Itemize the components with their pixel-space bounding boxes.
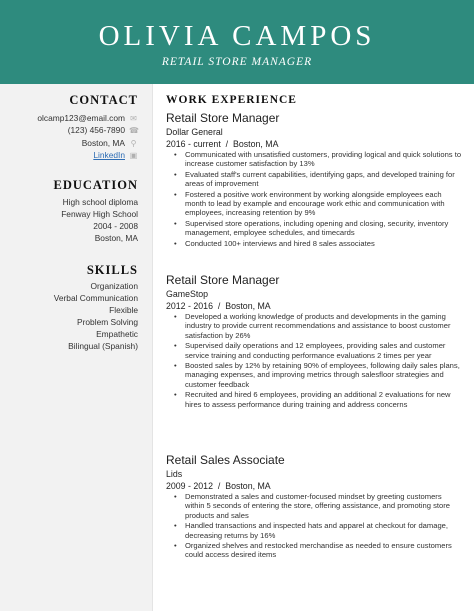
linkedin-icon: ▣ bbox=[129, 150, 138, 160]
header-band bbox=[0, 0, 474, 84]
job-dates: 2012 - 2016 bbox=[166, 301, 213, 311]
email-text: olcamp123@email.com bbox=[37, 113, 125, 123]
skills-heading: SKILLS bbox=[86, 263, 138, 277]
education-heading: EDUCATION bbox=[53, 178, 138, 192]
list-item: • Recruited and hired 6 employees, providing an additional 2 evaluations for new hires to assess performance during training and address concerns bbox=[166, 390, 462, 409]
job-title: Retail Store Manager bbox=[166, 273, 280, 287]
job-meta: 2016 - current / Boston, MA bbox=[166, 139, 279, 149]
list-item: • Handled transactions and inspected hats and apparel at checkout for damage, decreasing returns by 16% bbox=[166, 521, 462, 540]
list-item: • Conducted 100+ interviews and hired 8 sales associates bbox=[166, 239, 462, 248]
map-pin-icon: ⚲ bbox=[130, 138, 137, 148]
linkedin-link[interactable]: LinkedIn bbox=[93, 150, 125, 160]
list-item: • Supervised store operations, including opening and closing, security, inventory management, employee schedules, and timecards bbox=[166, 219, 462, 238]
work-experience-heading: WORK EXPERIENCE bbox=[166, 94, 297, 106]
envelope-icon: ✉ bbox=[130, 113, 137, 123]
skill-item: Organization bbox=[90, 281, 138, 291]
contact-linkedin[interactable] bbox=[93, 149, 138, 162]
job-dates: 2009 - 2012 bbox=[166, 481, 213, 491]
phone-icon: ☎ bbox=[129, 125, 139, 135]
job-meta: 2009 - 2012 / Boston, MA bbox=[166, 481, 271, 491]
job-company: Dollar General bbox=[166, 127, 223, 137]
list-item: • Demonstrated a sales and customer-focused mindset by greeting customers within 5 seconds of entering the store, offering assistance, and promoting store products and sales bbox=[166, 492, 462, 520]
job-entry bbox=[166, 453, 462, 561]
phone-text: (123) 456-7890 bbox=[67, 125, 125, 135]
list-item: • Communicated with unsatisfied customers, providing logical and quick solutions to increase customer satisfaction by 13% bbox=[166, 150, 462, 169]
job-bullets bbox=[166, 492, 462, 560]
candidate-name: OLIVIA CAMPOS bbox=[98, 20, 376, 52]
list-item: • Developed a working knowledge of products and developments in the gaming industry to provide current recommendations and assistance to boost customer satisfaction by 26% bbox=[166, 312, 462, 340]
list-item: • Fostered a positive work environment by working alongside employees each month to lead by example and encourage work ethic and communication with employees, increasing retention by 9% bbox=[166, 190, 462, 218]
list-item: • Supervised daily operations and 12 employees, providing sales and customer service training and conducting performance evaluations 2 times per year bbox=[166, 341, 462, 360]
job-company: GameStop bbox=[166, 289, 209, 299]
job-location: Boston, MA bbox=[225, 301, 271, 311]
skill-item: Problem Solving bbox=[77, 317, 138, 327]
job-bullets bbox=[166, 150, 462, 248]
skill-item: Empathetic bbox=[96, 329, 138, 339]
list-item: • Evaluated staff's current capabilities, identifying gaps, and developed training for areas of improvement bbox=[166, 170, 462, 189]
skill-item: Bilingual (Spanish) bbox=[68, 341, 138, 351]
contact-phone bbox=[68, 124, 138, 137]
job-location: Boston, MA bbox=[225, 481, 271, 491]
job-meta: 2012 - 2016 / Boston, MA bbox=[166, 301, 271, 311]
job-dates: 2016 - current bbox=[166, 139, 221, 149]
list-item: • Boosted sales by 12% by retaining 90% of employees, following daily sales plans, managing expenses, and improving metrics through salesfloor strategies and customer feedback bbox=[166, 361, 462, 389]
education-location: Boston, MA bbox=[94, 233, 138, 243]
candidate-role: RETAIL STORE MANAGER bbox=[161, 56, 313, 68]
location-text: Boston, MA bbox=[81, 138, 125, 148]
education-degree: High school diploma bbox=[62, 197, 138, 207]
education-school: Fenway High School bbox=[61, 209, 138, 219]
skill-item: Verbal Communication bbox=[53, 293, 138, 303]
list-item: • Organized shelves and restocked merchandise as needed to ensure customers could access desired items bbox=[166, 541, 462, 560]
contact-heading: CONTACT bbox=[69, 93, 138, 107]
skill-item: Flexible bbox=[109, 305, 138, 315]
job-company: Lids bbox=[166, 469, 183, 479]
job-entry bbox=[166, 111, 462, 249]
education-years: 2004 - 2008 bbox=[93, 221, 138, 231]
job-entry bbox=[166, 273, 462, 410]
job-location: Boston, MA bbox=[233, 139, 279, 149]
job-title: Retail Store Manager bbox=[166, 111, 280, 125]
job-title: Retail Sales Associate bbox=[166, 453, 285, 467]
column-divider bbox=[152, 84, 153, 611]
job-bullets bbox=[166, 312, 462, 409]
